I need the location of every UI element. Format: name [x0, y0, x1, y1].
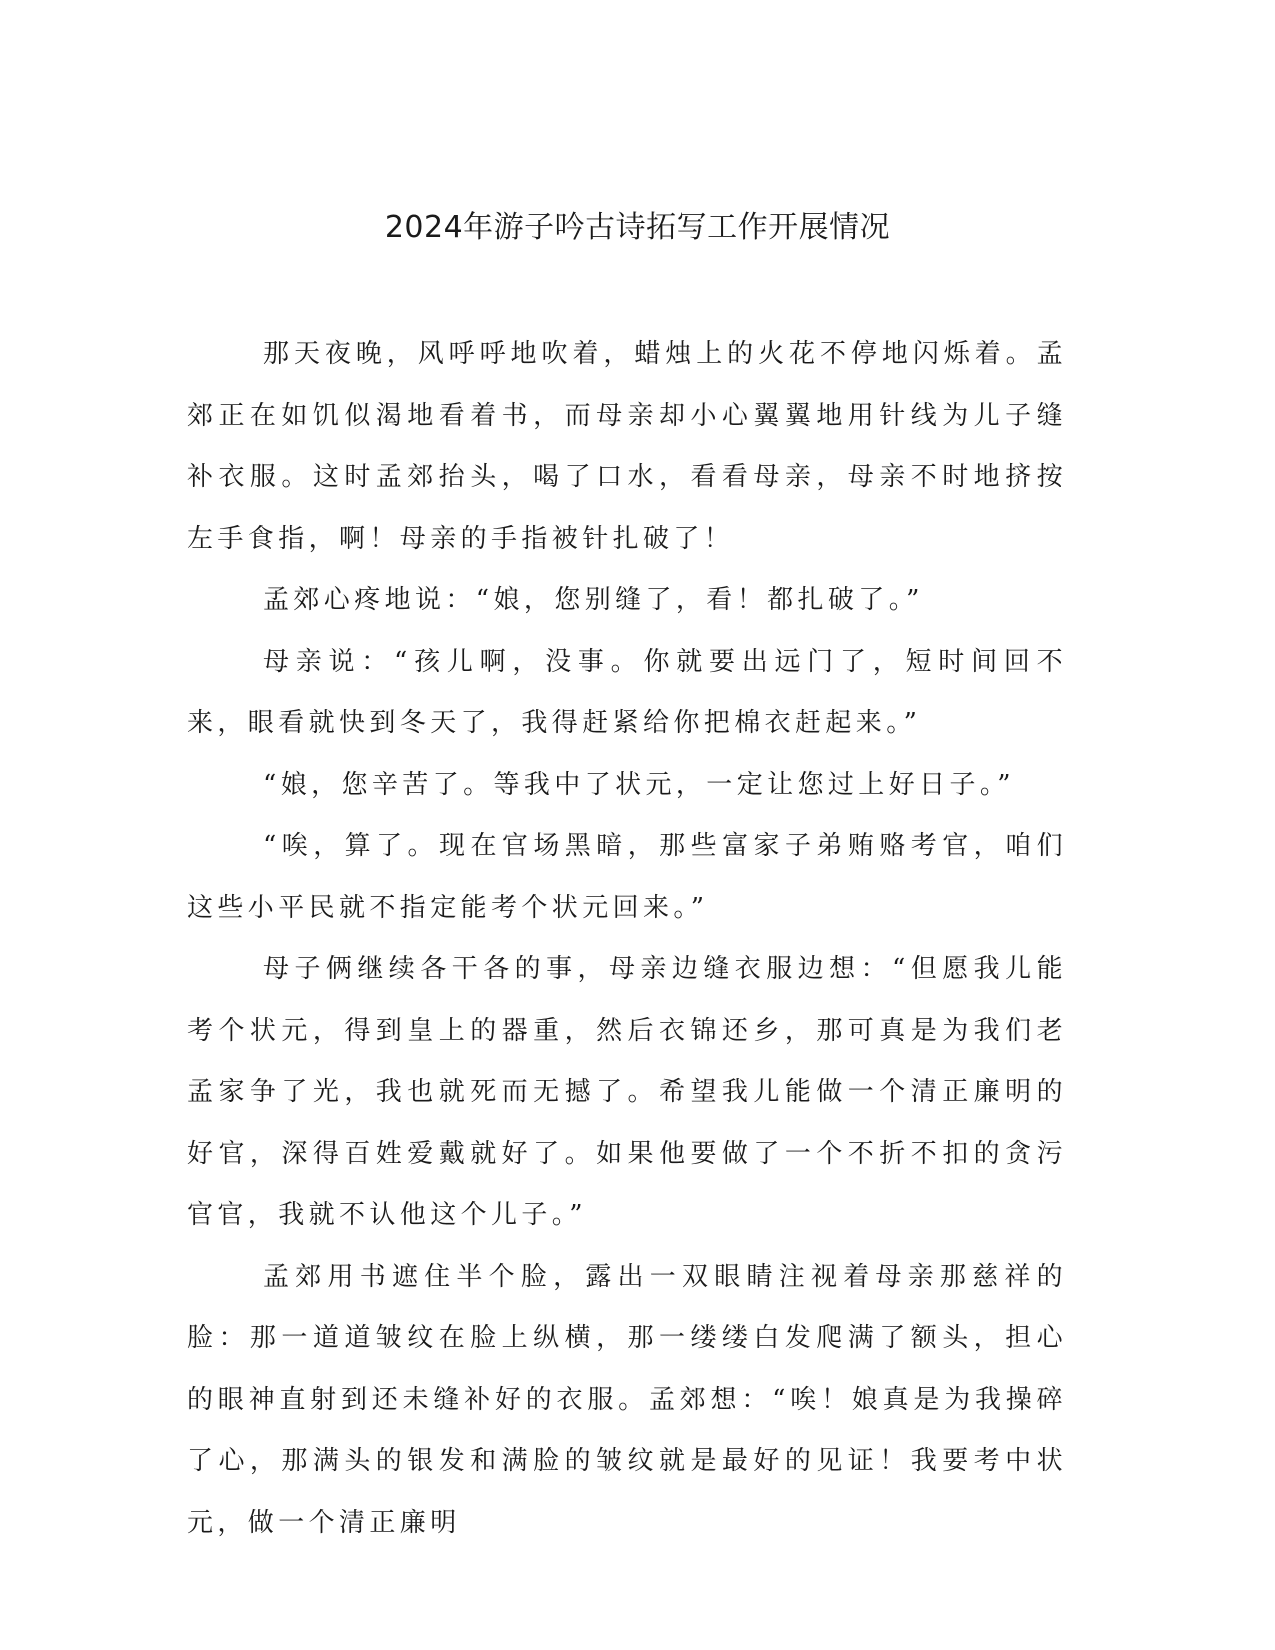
document-title: 2024年游子吟古诗拓写工作开展情况: [384, 210, 891, 245]
document-body: [187, 324, 1067, 1554]
paragraph-7: 孟郊用书遮住半个脸，露出一双眼睛注视着母亲那慈祥的脸：那一道道皱纹在脸上纵横，那一缕缕白发爬满了额头，担心的眼神直射到还未缝补好的衣服。孟郊想：“唉！娘真是为我操碎了心，那满头的银发和满脸的皱纹就是最好的见证！我要考中状元，做一个清正廉明: [187, 1261, 1067, 1538]
paragraph-6: 母子俩继续各干各的事，母亲边缝衣服边想：“但愿我儿能考个状元，得到皇上的器重，然后衣锦还乡，那可真是为我们老孟家争了光，我也就死而无撼了。希望我儿能做一个清正廉明的好官，深得百姓爱戴就好了。如果他要做了一个不折不扣的贪污官官，我就不认他这个儿子。”: [187, 954, 1067, 1230]
paragraph-1: 那天夜晚，风呼呼地吹着，蜡烛上的火花不停地闪烁着。孟郊正在如饥似渴地看着书，而母亲却小心翼翼地用针线为儿子缝补衣服。这时孟郊抬头，喝了口水，看看母亲，母亲不时地挤按左手食指，啊！母亲的手指被针扎破了！: [187, 339, 1067, 554]
paragraph-5: “唉，算了。现在官场黑暗，那些富家子弟贿赂考官，咱们这些小平民就不指定能考个状元回来。”: [187, 831, 1067, 923]
paragraph-3: 母亲说：“孩儿啊，没事。你就要出远门了，短时间回不来，眼看就快到冬天了，我得赶紧给你把棉衣赶起来。”: [187, 646, 1067, 738]
paragraph-2: 孟郊心疼地说：“娘，您别缝了，看！都扎破了。”: [263, 585, 924, 615]
paragraph-4: “娘，您辛苦了。等我中了状元，一定让您过上好日子。”: [263, 769, 1015, 800]
